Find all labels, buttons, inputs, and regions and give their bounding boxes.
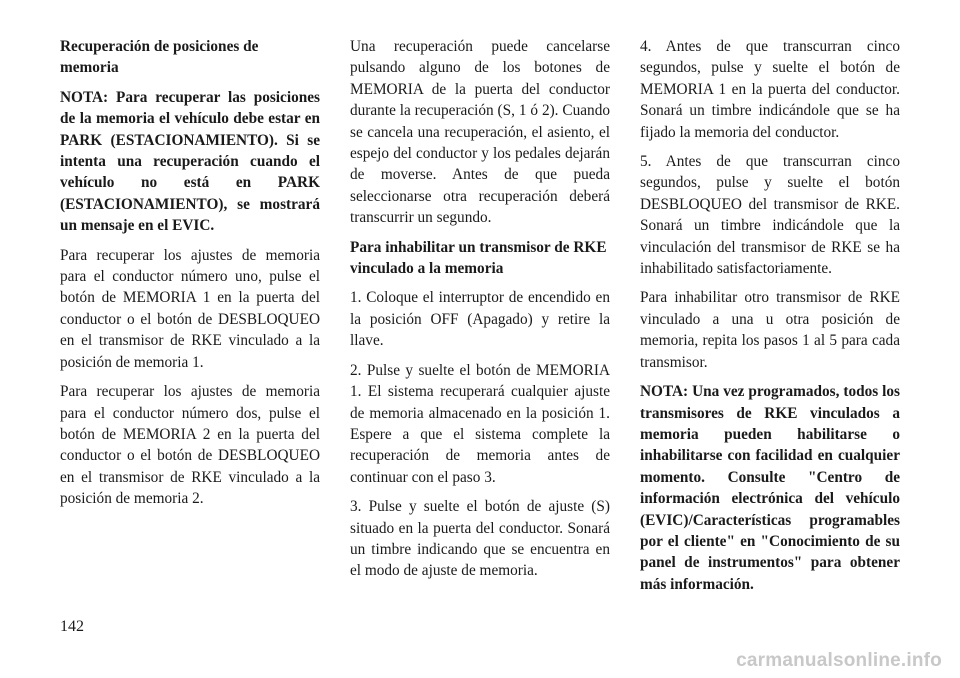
step-paragraph: 3. Pulse y suelte el botón de ajuste (S) situado en la puerta del conductor. Sonará un timbre indicando que se encuentra en el modo de ajuste de memoria. [350,498,610,580]
text-column-2 [350,36,610,590]
step-paragraph: 4. Antes de que transcurran cinco segundos, pulse y suelte el botón de MEMORIA 1 en la puerta del conductor. Sonará un timbre indicándole que se ha fijado la memoria del conductor. [640,38,900,141]
step-paragraph: 5. Antes de que transcurran cinco segundos, pulse y suelte el botón DESBLOQUEO del transmisor de RKE. Sonará un timbre indicándole que la vinculación del transmisor de RKE se ha inhabilitado satisfactoriamente. [640,153,900,278]
paragraph: Para inhabilitar otro transmisor de RKE vinculado a una u otra posición de memoria, repita los pasos 1 al 5 para cada transmisor. [640,289,900,371]
section-heading: Recuperación de posiciones de memoria [60,38,259,77]
note-paragraph: NOTA: Una vez programados, todos los transmisores de RKE vinculados a memoria pueden habilitarse o inhabilitarse con facilidad en cualquier momento. Consulte "Centro de información electrónica del vehículo (EVIC)/Características programables por el cliente" en "Conocimiento de su panel de instrumentos" para obtener más información. [640,383,900,593]
step-paragraph: 1. Coloque el interruptor de encendido en la posición OFF (Apagado) y retire la llave. [350,289,610,350]
page-number: 142 [60,618,84,635]
note-paragraph: NOTA: Para recuperar las posiciones de la memoria el vehículo debe estar en PARK (ESTACIONAMIENTO). Si se intenta una recuperación cuando el vehículo no está en PARK (ESTACIONAMIENTO), se mostrará un mensaje en el EVIC. [60,88,320,235]
step-paragraph: 2. Pulse y suelte el botón de MEMORIA 1. El sistema recuperará cualquier ajuste de memoria almacenado en la posición 1. Espere a que el sistema complete la recuperación de memoria antes de continuar con el paso 3. [350,361,610,486]
paragraph: Una recuperación puede cancelarse pulsando alguno de los botones de MEMORIA de la puerta del conductor durante la recuperación (S, 1 ó 2). Cuando se cancela una recuperación, el asiento, el espejo del conductor y los pedales dejarán de moverse. Antes de que pueda seleccionarse otra recuperación deberá transcurrir un segundo. [350,38,610,227]
paragraph: Para recuperar los ajustes de memoria para el conductor número dos, pulse el botón de MEMORIA 2 en la puerta del conductor o el botón de DESBLOQUEO en el transmisor de RKE vinculado a la posición de memoria 2. [60,383,320,508]
text-column-3 [640,36,900,603]
section-heading: Para inhabilitar un transmisor de RKE vinculado a la memoria [350,238,607,278]
paragraph: Para recuperar los ajustes de memoria para el conductor número uno, pulse el botón de MEMORIA 1 en la puerta del conductor o el botón de DESBLOQUEO en el transmisor de RKE vinculado a la posición de memoria 1. [60,246,320,371]
text-column-1 [60,36,320,518]
watermark: carmanualsonline.info [736,650,942,671]
